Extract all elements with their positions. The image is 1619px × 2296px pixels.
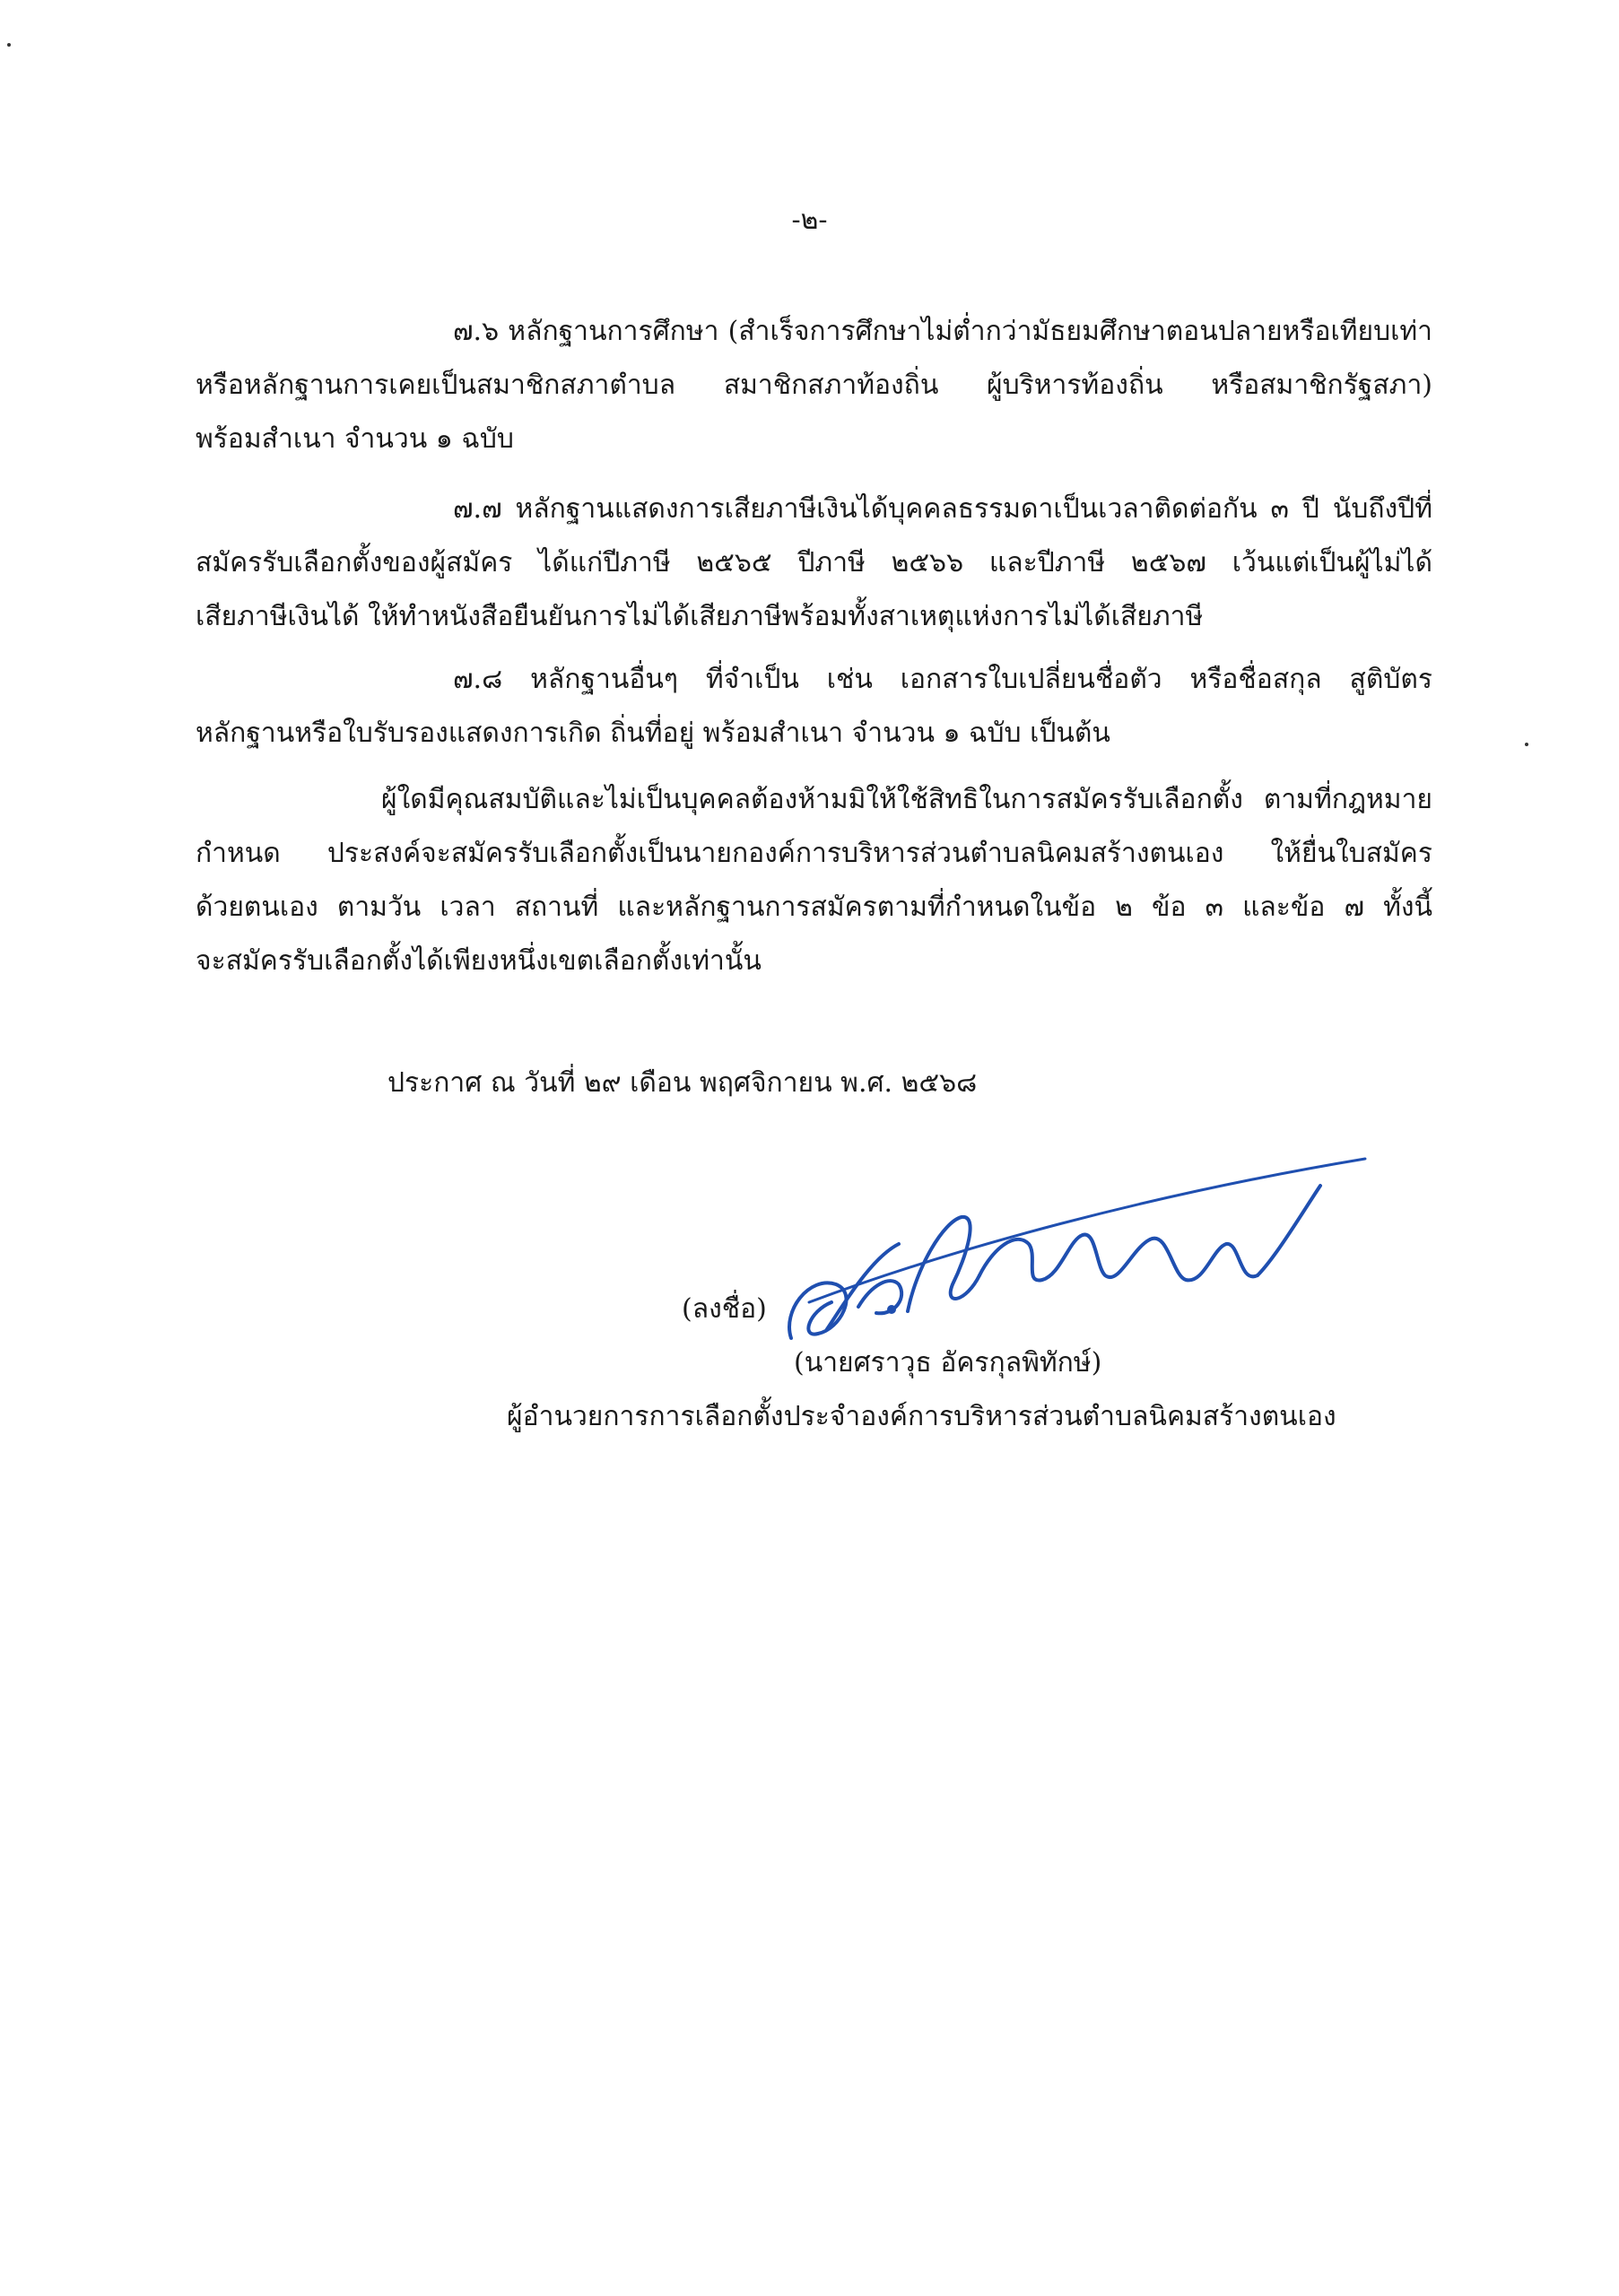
scan-speck bbox=[7, 43, 11, 47]
item-7-7-line-3: เสียภาษีเงินได้ ให้ทำหนังสือยืนยันการไม่ได้เสียภาษีพร้อมทั้งสาเหตุแห่งการไม่ได้เสียภาษี bbox=[196, 601, 1204, 632]
item-7-6-line-1: ๗.๖ หลักฐานการศึกษา (สำเร็จการศึกษาไม่ต่ำกว่ามัธยมศึกษาตอนปลายหรือเทียบเท่า bbox=[453, 316, 1432, 347]
item-7-7-line-2: สมัครรับเลือกตั้งของผู้สมัคร ได้แก่ปีภาษี ๒๕๖๕ ปีภาษี ๒๕๖๖ และปีภาษี ๒๕๖๗ เว้นแต่เป็นผู้ไม่ได้ bbox=[196, 547, 1432, 578]
item-7-6-line-3: พร้อมสำเนา จำนวน ๑ ฉบับ bbox=[196, 423, 514, 455]
announcement-date: ประกาศ ณ วันที่ ๒๙ เดือน พฤศจิกายน พ.ศ. ๒๕๖๘ bbox=[387, 1067, 978, 1099]
scan-speck bbox=[1525, 743, 1528, 746]
item-7-8-line-1: ๗.๘ หลักฐานอื่นๆ ที่จำเป็น เช่น เอกสารใบเปลี่ยนชื่อตัว หรือชื่อสกุล สูติบัตร bbox=[453, 664, 1432, 695]
signatory-name: (นายศราวุธ อัครกุลพิทักษ์) bbox=[794, 1347, 1102, 1378]
closing-line-2: กำหนด ประสงค์จะสมัครรับเลือกตั้งเป็นนายกองค์การบริหารส่วนตำบลนิคมสร้างตนเอง ให้ยื่นใบสมัคร bbox=[196, 838, 1432, 869]
closing-line-3: ด้วยตนเอง ตามวัน เวลา สถานที่ และหลักฐานการสมัครตามที่กำหนดในข้อ ๒ ข้อ ๓ และข้อ ๗ ทั้งนี้ bbox=[196, 891, 1432, 923]
item-7-8-line-2: หลักฐานหรือใบรับรองแสดงการเกิด ถิ่นที่อยู่ พร้อมสำเนา จำนวน ๑ ฉบับ เป็นต้น bbox=[196, 718, 1110, 749]
handwritten-signature bbox=[773, 1150, 1383, 1365]
sign-label: (ลงชื่อ) bbox=[682, 1293, 767, 1325]
item-7-6-line-2: หรือหลักฐานการเคยเป็นสมาชิกสภาตำบล สมาชิกสภาท้องถิ่น ผู้บริหารท้องถิ่น หรือสมาชิกรัฐสภา) bbox=[196, 370, 1432, 401]
page-number: -๒- bbox=[791, 204, 828, 236]
item-7-7-line-1: ๗.๗ หลักฐานแสดงการเสียภาษีเงินได้บุคคลธรรมดาเป็นเวลาติดต่อกัน ๓ ปี นับถึงปีที่ bbox=[453, 493, 1432, 525]
signatory-position: ผู้อำนวยการการเลือกตั้งประจำองค์การบริหารส่วนตำบลนิคมสร้างตนเอง bbox=[507, 1401, 1336, 1432]
closing-line-1: ผู้ใดมีคุณสมบัติและไม่เป็นบุคคลต้องห้ามมิให้ใช้สิทธิในการสมัครรับเลือกตั้ง ตามที่กฎหมาย bbox=[381, 784, 1432, 815]
closing-line-4: จะสมัครรับเลือกตั้งได้เพียงหนึ่งเขตเลือกตั้งเท่านั้น bbox=[196, 945, 762, 977]
